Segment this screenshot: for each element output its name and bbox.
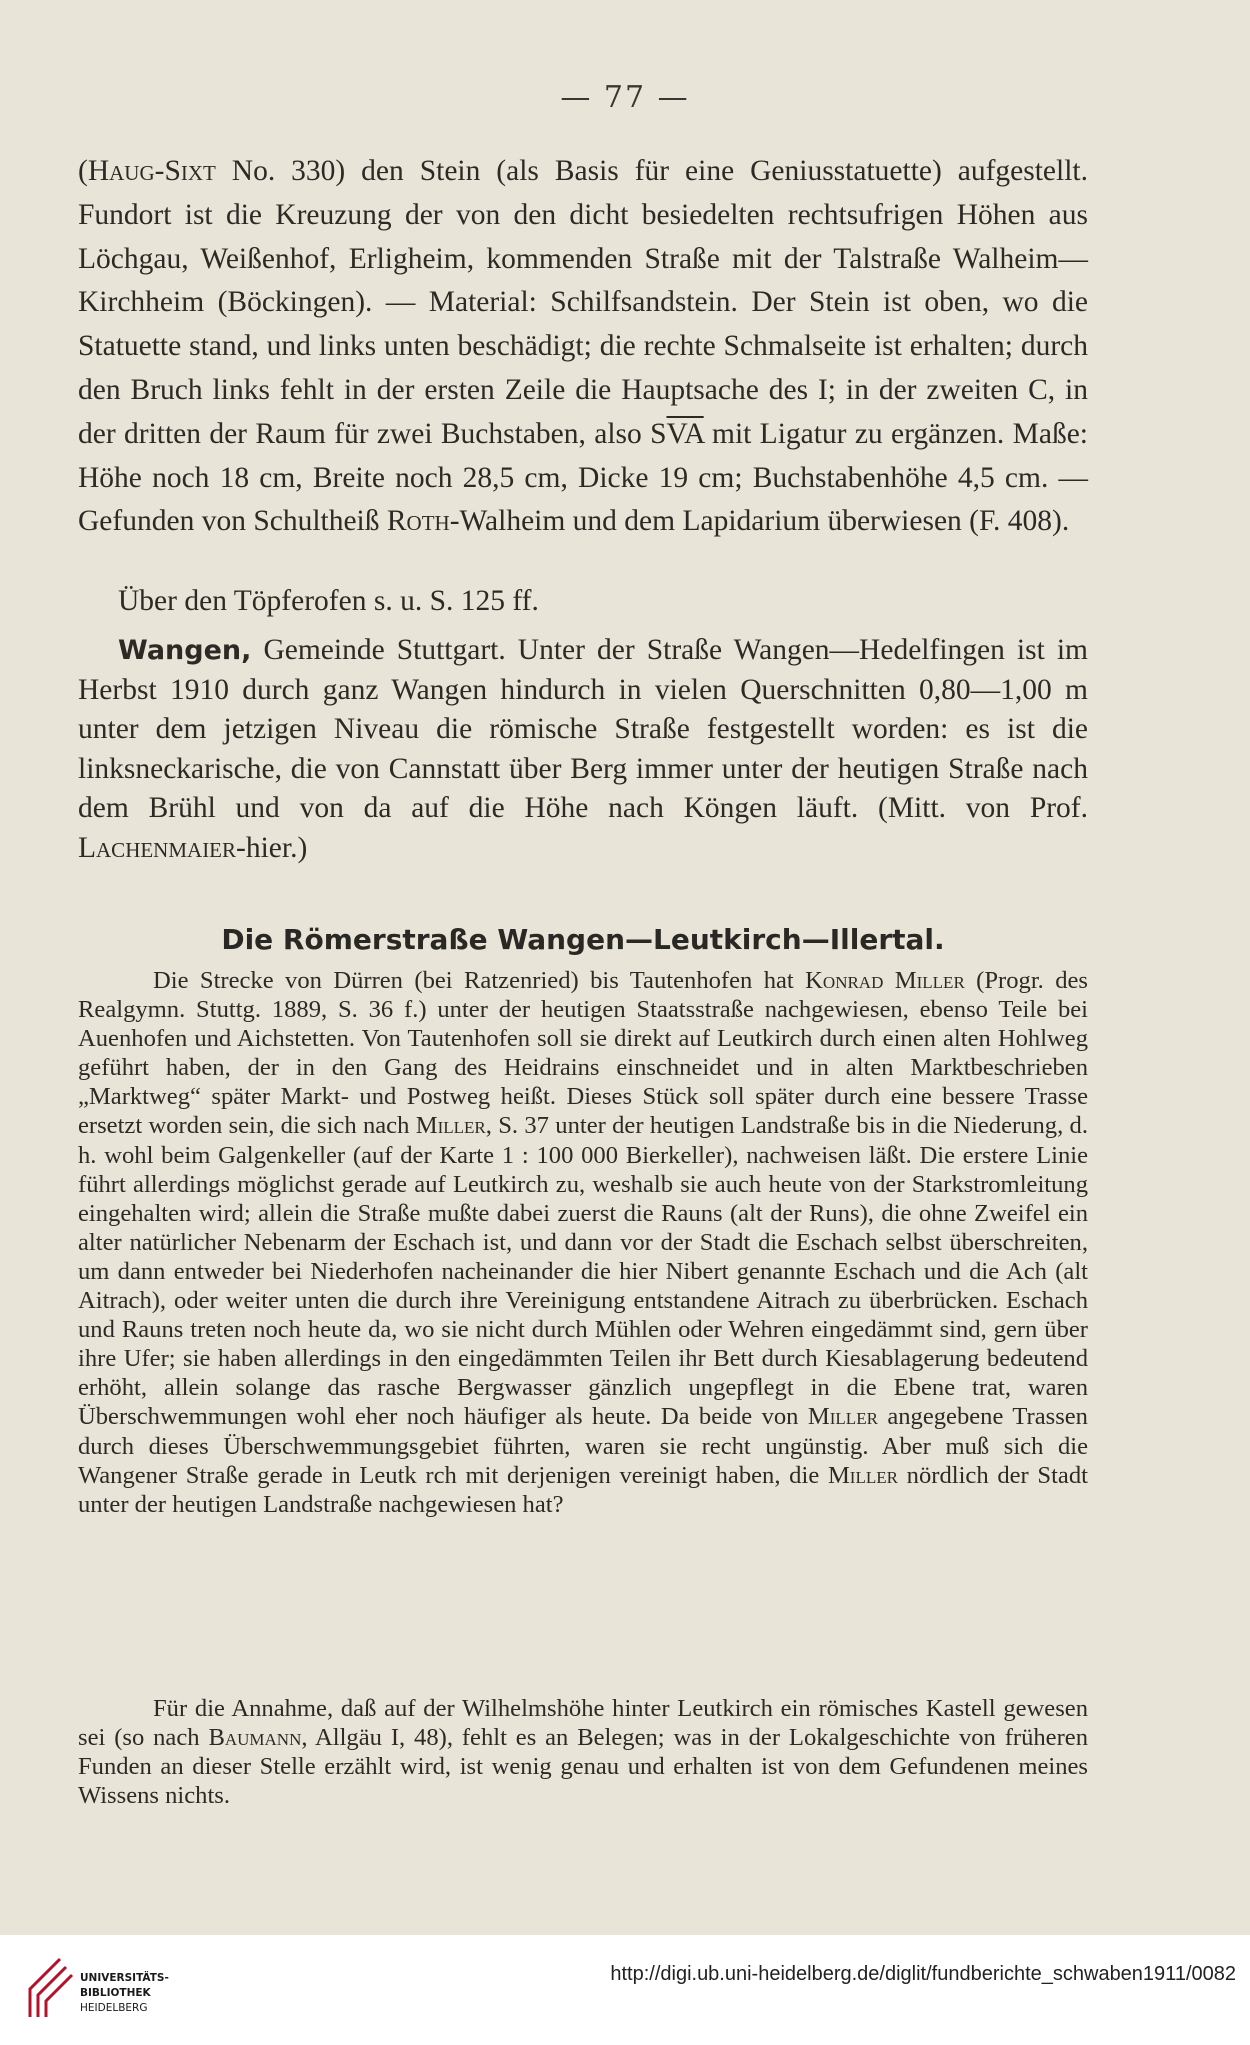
paragraph-wangen: Wangen, Gemeinde Stuttgart. Unter der Straße Wangen—Hedelfingen ist im Herbst 1910 durch ganz Wangen hindurch in vielen Querschnitten 0,80—1,00 m unter dem jetzigen Niveau die römische Straße festgestellt worden: es ist die linksneckarische, die von Cannstatt über Berg immer unter der heutigen Straße nach dem Brühl und von da auf die Höhe nach Köngen läuft. (Mitt. von Prof. Lachenmaier-hier.) bbox=[78, 634, 1088, 864]
author-name: Miller bbox=[827, 1461, 898, 1489]
paragraph-kastell: Für die Annahme, daß auf der Wilhelmshöhe hinter Leutkirch ein römisches Kastell gewesen sei (so nach Baumann, Allgäu I, 48), fehlt es an Belegen; was in der Lokalgeschichte von früheren Funden an dieser Stelle erzählt wird, ist wenig genau und erhalten ist von dem Gefundenen meines Wissens nichts. bbox=[78, 1695, 1089, 1810]
author-name: Miller bbox=[807, 1403, 878, 1431]
library-name: UNIVERSITÄTS- BIBLIOTHEK HEIDELBERG bbox=[80, 1972, 169, 2014]
page-number: — 77 — bbox=[560, 80, 690, 115]
author-name: Haug-Sixt bbox=[87, 155, 216, 187]
footer-bar bbox=[0, 1935, 1250, 2045]
ligature: $\overline{VA}$ bbox=[666, 417, 704, 450]
author-name: Lachenmaier bbox=[78, 831, 237, 864]
section-lead-wangen: Wangen, bbox=[118, 635, 252, 666]
author-name: Miller bbox=[415, 1112, 486, 1140]
source-url-link[interactable]: http://digi.ub.uni-heidelberg.de/diglit/fundberichte_schwaben1911/0082 bbox=[610, 1963, 1236, 1985]
paragraph-toepferofen: Über den Töpferofen s. u. S. 125 ff. bbox=[118, 585, 539, 617]
paragraph-haug-sixt: (Haug-Sixt No. 330) den Stein (als Basis für eine Geniusstatuette) aufgestellt. Fundort ist die Kreuzung der von den dicht besiedelten rechtsufrigen Höhen aus Löchgau, Weißenhof, Erligheim, kommenden Straße mit der Talstraße Walheim—Kirchheim (Böckingen). — Material: Schilfsandstein. Der Stein ist oben, wo die Statuette stand, und links unten beschädigt; die rechte Schmalseite ist erhalten; durch den Bruch links fehlt in der ersten Zeile die Hauptsache des I; in der zweiten C, in der dritten der Raum für zwei Buchstaben, also $S\overline{VA}$ mit Ligatur zu ergänzen. Maße: Höhe noch 18 cm, Breite noch 28,5 cm, Dicke 19 cm; Buchstabenhöhe 4,5 cm. — Gefunden von Schultheiß Roth-Walheim und dem Lapidarium überwiesen (F. 408). bbox=[78, 155, 1088, 538]
paragraph-strecke: Die Strecke von Dürren (bei Ratzenried) bis Tautenhofen hat Konrad Miller (Progr. des Realgymn. Stuttg. 1889, S. 36 f.) unter der heutigen Staatsstraße nachgewiesen, ebenso Teile bei Auenhofen und Aichstetten. Von Tautenhofen soll sie direkt auf Leutkirch durch einen alten Hohlweg geführt haben, der in den Gang des Heidrains einschneidet und in alten Marktbeschrieben „Marktweg“ später Markt- und Postweg heißt. Dieses Stück soll später durch eine bessere Trasse ersetzt worden sein, die sich nach Miller, S. 37 unter der heutigen Landstraße bis in die Niederung, d. h. wohl beim Galgenkeller (auf der Karte 1 : 100 000 Bierkeller), nachweisen läßt. Die erstere Linie führt allerdings möglichst gerade auf Leutkirch zu, weshalb sie auch heute von der Starkstromleitung eingehalten wird; allein die Straße mußte dabei zuerst die Rauns (alt der Runs), die ohne Zweifel ein alter natürlicher Nebenarm der Eschach ist, und dann vor der Stadt die Eschach selbst überschreiten, um dann entweder bei Niederhofen nacheinander die hier Nibert genannte Eschach und die Ach (alt Aitrach), oder weiter unten die durch ihre Vereinigung entstandene Aitrach zu überbrücken. Eschach und Rauns treten noch heute da, wo sie nicht durch Mühlen oder Wehren eingedämmt sind, gern über ihre Ufer; sie haben allerdings in den eingedämmten Teilen ihr Bett durch Kiesablagerung bedeutend erhöht, allein solange das rasche Bergwasser gänzlich ungepflegt in die Ebene trat, waren Überschwemmungen wohl eher noch häufiger als heute. Da beide von Miller angegebene Trassen durch dieses Überschwemmungsgebiet führten, waren sie recht ungünstig. Aber muß sich die Wangener Straße gerade in Leutk rch mit derjenigen vereinigt haben, die Miller nördlich der Stadt unter der heutigen Landstraße nachgewiesen hat? bbox=[78, 967, 1088, 1518]
author-name: Roth bbox=[386, 505, 450, 538]
author-name: Konrad Miller bbox=[805, 967, 965, 994]
section-heading: Die Römerstraße Wangen—Leutkirch—Illertal. bbox=[221, 923, 945, 956]
author-name: Baumann bbox=[208, 1724, 302, 1752]
library-logo-icon bbox=[16, 1953, 74, 2021]
